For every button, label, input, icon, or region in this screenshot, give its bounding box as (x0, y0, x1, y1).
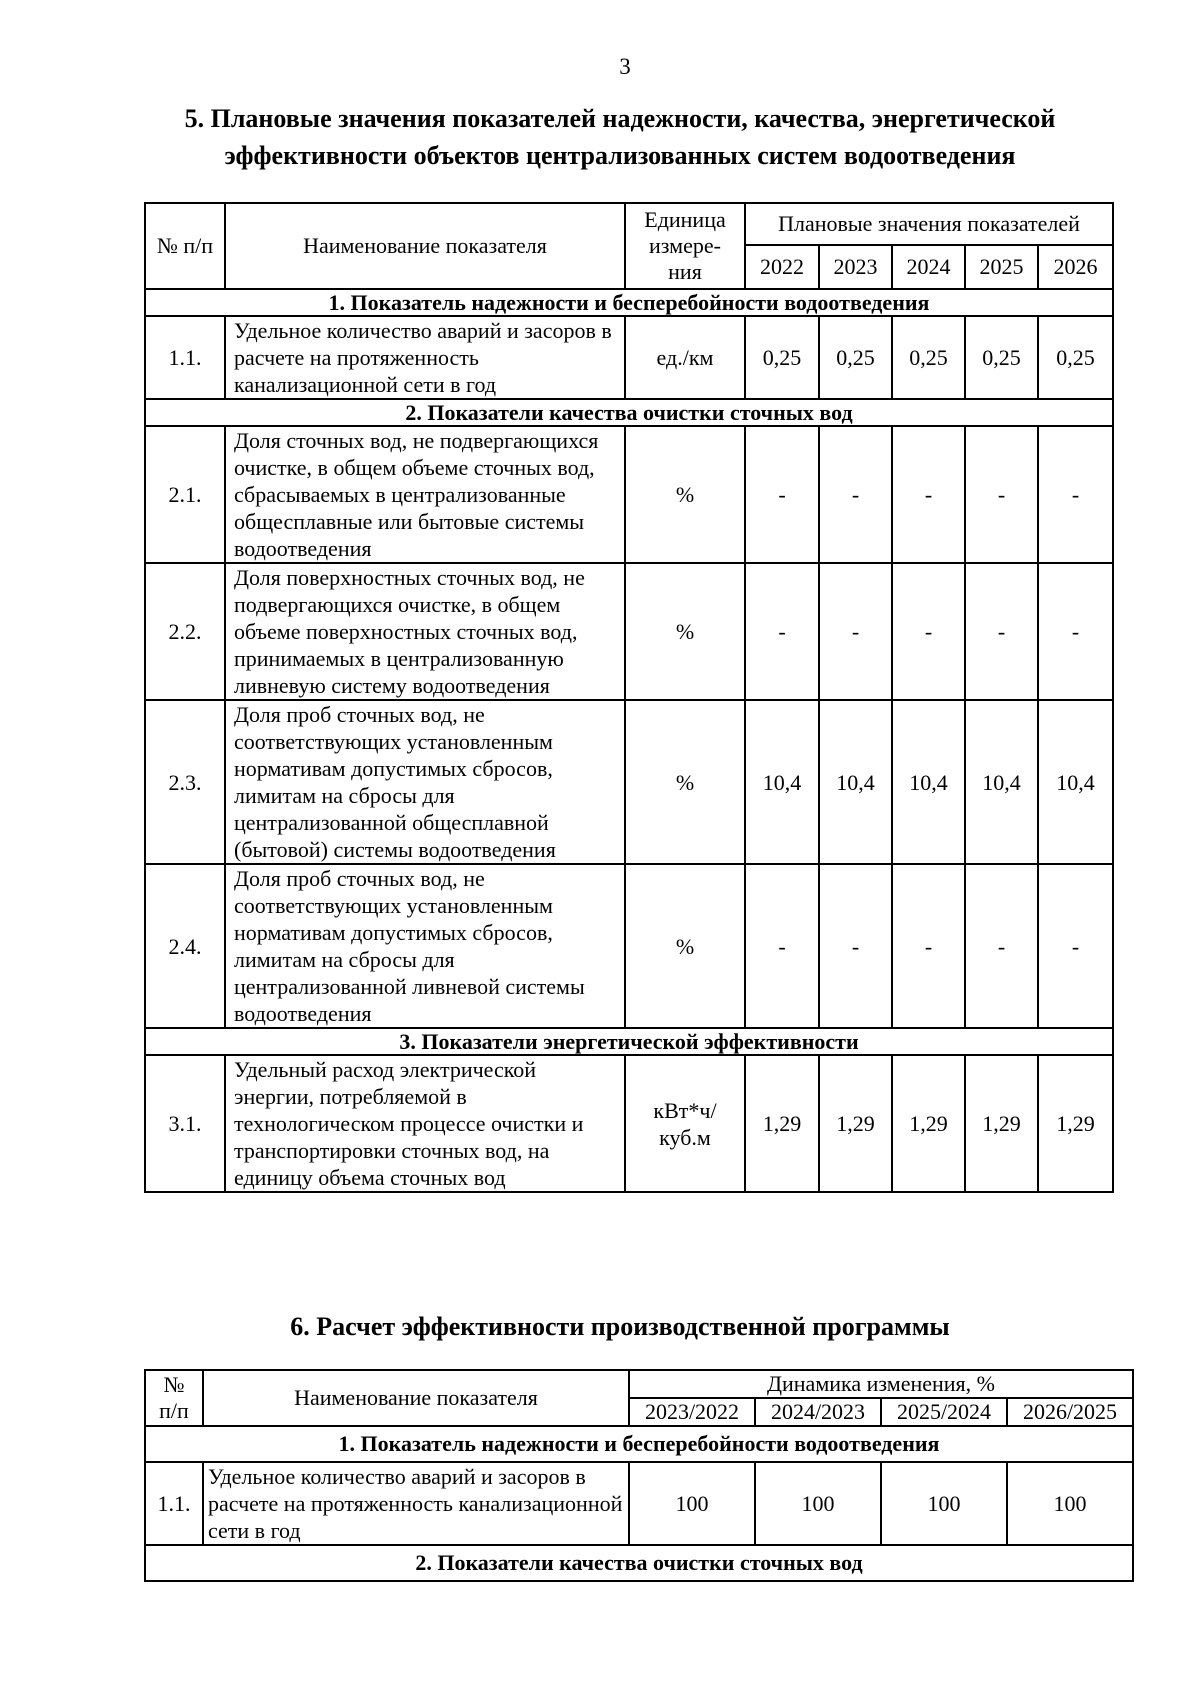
group-row (145, 289, 1113, 316)
row-value: 0,25 (965, 316, 1038, 399)
row-value: - (819, 864, 892, 1028)
header-period: 2025/2024 (881, 1398, 1007, 1426)
row-value: 1,29 (892, 1055, 965, 1192)
group-title: 1. Показатель надежности и бесперебойности водоотведения (145, 289, 1113, 316)
page-number: 3 (619, 54, 631, 79)
row-value: - (892, 864, 965, 1028)
header-unit-line2: измере- (649, 233, 721, 258)
row-value: - (965, 563, 1038, 700)
row-value: 10,4 (819, 700, 892, 864)
header-year: 2025 (965, 245, 1038, 289)
section-5-title-line1: 5. Плановые значения показателей надежности, качества, энергетической (184, 104, 1056, 133)
group-row (145, 399, 1113, 426)
header-plan: Плановые значения показателей (745, 203, 1113, 245)
row-value: - (745, 563, 819, 700)
row-value: 10,4 (965, 700, 1038, 864)
group-title: 1. Показатель надежности и бесперебойности водоотведения (145, 1426, 1133, 1462)
group-title: 3. Показатели энергетической эффективности (145, 1028, 1113, 1055)
header-num (145, 1370, 203, 1426)
header-period: 2024/2023 (755, 1398, 881, 1426)
header-year: 2023 (819, 245, 892, 289)
group-row (145, 1028, 1113, 1055)
section-5-title (130, 100, 1110, 174)
row-value: 10,4 (892, 700, 965, 864)
header-unit (625, 203, 745, 289)
row-unit: ед./км (625, 316, 745, 399)
row-value: 0,25 (892, 316, 965, 399)
group-title: 2. Показатели качества очистки сточных вод (145, 399, 1113, 426)
row-value: 1,29 (965, 1055, 1038, 1192)
row-value: - (745, 864, 819, 1028)
row-value: - (819, 563, 892, 700)
row-value: 100 (629, 1462, 755, 1545)
row-num: 2.4. (145, 864, 225, 1028)
table-row (145, 426, 1113, 563)
efficiency-table (144, 1369, 1134, 1582)
row-value: - (1038, 426, 1113, 563)
row-value: 0,25 (1038, 316, 1113, 399)
row-value: 100 (881, 1462, 1007, 1545)
header-year: 2026 (1038, 245, 1113, 289)
section-5-title-line2: эффективности объектов централизованных систем водоотведения (224, 141, 1016, 170)
header-year: 2022 (745, 245, 819, 289)
row-num: 2.3. (145, 700, 225, 864)
table-row (145, 1055, 1113, 1192)
row-unit: кВт*ч/ куб.м (625, 1055, 745, 1192)
row-num: 1.1. (145, 1462, 203, 1545)
row-value: 10,4 (1038, 700, 1113, 864)
row-value: 100 (755, 1462, 881, 1545)
row-value: 1,29 (745, 1055, 819, 1192)
group-title: 2. Показатели качества очистки сточных вод (145, 1545, 1133, 1581)
table-row (145, 563, 1113, 700)
row-unit: % (625, 700, 745, 864)
header-name: Наименование показателя (203, 1370, 629, 1426)
row-value: 10,4 (745, 700, 819, 864)
row-name: Удельное количество аварий и засоров в расчете на протяженность канализационной сети в год (225, 316, 625, 399)
row-value: 1,29 (819, 1055, 892, 1192)
row-name: Удельный расход электрической энергии, потребляемой в технологическом процессе очистки и транспортировки сточных вод, на единицу объема сточных вод (225, 1055, 625, 1192)
row-value: 1,29 (1038, 1055, 1113, 1192)
row-value: 0,25 (745, 316, 819, 399)
row-num: 2.2. (145, 563, 225, 700)
section-6-title: 6. Расчет эффективности производственной программы (290, 1312, 950, 1341)
group-row (145, 1426, 1133, 1462)
row-num: 1.1. (145, 316, 225, 399)
row-value: - (1038, 563, 1113, 700)
table-row (145, 700, 1113, 864)
header-year: 2024 (892, 245, 965, 289)
group-row (145, 1545, 1133, 1581)
header-num-line2: п/п (159, 1398, 189, 1423)
row-num: 2.1. (145, 426, 225, 563)
header-name: Наименование показателя (225, 203, 625, 289)
header-num-line1: № (163, 1372, 185, 1397)
header-unit-line3: ния (668, 259, 702, 284)
table-row (145, 1462, 1133, 1545)
row-value: - (965, 864, 1038, 1028)
row-value: - (965, 426, 1038, 563)
header-unit-line1: Единица (644, 207, 726, 232)
header-dynamics: Динамика изменения, % (629, 1370, 1133, 1398)
header-period: 2023/2022 (629, 1398, 755, 1426)
row-num: 3.1. (145, 1055, 225, 1192)
row-value: - (1038, 864, 1113, 1028)
row-name: Доля сточных вод, не подвергающихся очистке, в общем объеме сточных вод, сбрасываемых в централизованные общесплавные или бытовые системы водоотведения (225, 426, 625, 563)
planned-values-table (144, 202, 1114, 1193)
row-value: - (745, 426, 819, 563)
row-name: Доля поверхностных сточных вод, не подвергающихся очистке, в общем объеме поверхностных сточных вод, принимаемых в централизованную ливневую систему водоотведения (225, 563, 625, 700)
row-value: - (819, 426, 892, 563)
row-unit: % (625, 563, 745, 700)
row-value: - (892, 426, 965, 563)
header-num: № п/п (145, 203, 225, 289)
table-row (145, 864, 1113, 1028)
row-unit: % (625, 426, 745, 563)
row-value: 100 (1007, 1462, 1133, 1545)
row-value: 0,25 (819, 316, 892, 399)
header-period: 2026/2025 (1007, 1398, 1133, 1426)
row-name: Доля проб сточных вод, не соответствующих установленным нормативам допустимых сбросов, лимитам на сбросы для централизованной общесплавной (бытовой) системы водоотведения (225, 700, 625, 864)
row-value: - (892, 563, 965, 700)
table-row (145, 316, 1113, 399)
row-unit: % (625, 864, 745, 1028)
row-name: Удельное количество аварий и засоров в расчете на протяженность канализационной сети в год (203, 1462, 629, 1545)
row-name: Доля проб сточных вод, не соответствующих установленным нормативам допустимых сбросов, лимитам на сбросы для централизованной ливневой системы водоотведения (225, 864, 625, 1028)
